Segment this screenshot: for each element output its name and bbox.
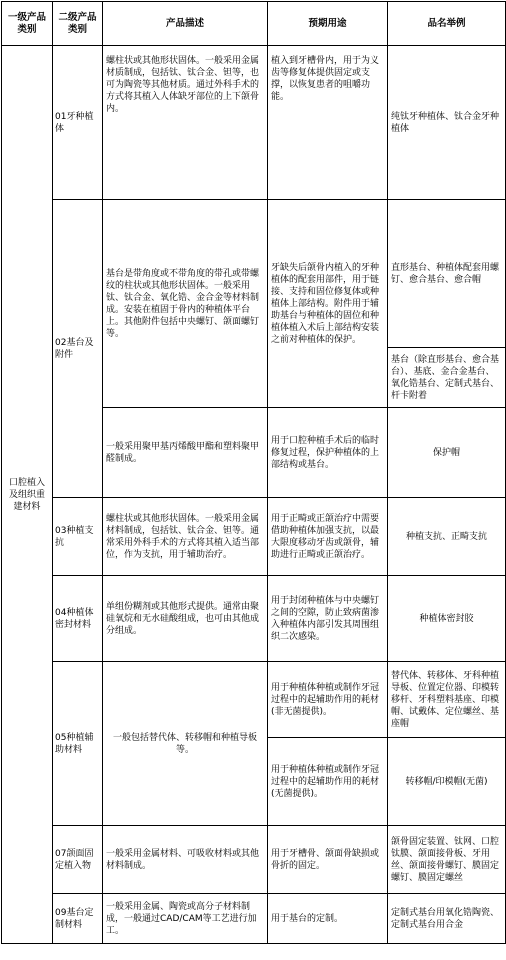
header-description: 产品描述: [103, 2, 268, 46]
table-row: [2, 200, 506, 348]
examples-cell: 种植支抗、正畸支抗: [388, 498, 506, 576]
description-cell: 螺柱状或其他形状固体。一般采用金属材质制成，包括钛、钛合金、钽等，也可为陶瓷等其他材质。通过外科手术的方式将其植入人体缺牙部位的上下颌骨内。: [103, 46, 268, 200]
examples-cell: 纯钛牙种植体、钛合金牙种植体: [388, 46, 506, 200]
level2-name: 07颌面固定植入物: [53, 826, 103, 894]
description-cell: 一般采用聚甲基丙烯酸甲酯和塑料聚甲醛制成。: [103, 408, 268, 498]
examples-cell: 直形基台、种植体配套用螺钉、愈合基台、愈合帽: [388, 200, 506, 348]
intended-use-cell: 植入到牙槽骨内，用于为义齿等修复体提供固定或支撑，以恢复患者的咀嚼功能。: [268, 46, 388, 200]
device-classification-table: [1, 1, 506, 944]
description-cell: 一般包括替代体、转移帽和种植导板等。: [103, 662, 268, 826]
header-intended-use: 预期用途: [268, 2, 388, 46]
table-row: [2, 662, 506, 738]
table-row: [2, 894, 506, 944]
description-cell: 一般采用金属、陶瓷或高分子材料制成，一般通过CAD/CAM等工艺进行加工。: [103, 894, 268, 944]
examples-cell: 保护帽: [388, 408, 506, 498]
intended-use-cell: 用于封闭种植体与中央螺钉之间的空隙，防止致病菌渗入种植体内部引发其周围组织二次感染。: [268, 576, 388, 662]
examples-cell: 定制式基台用氧化锆陶瓷、定制式基台用合金: [388, 894, 506, 944]
header-examples: 品名举例: [388, 2, 506, 46]
intended-use-cell: 用于种植体种植或制作牙冠过程中的起辅助作用的耗材(无菌提供)。: [268, 738, 388, 826]
intended-use-cell: 牙缺失后颌骨内植入的牙种植体的配套用部件，用于链接、支持和固位修复体或种植体上部结构。附件用于辅助基台与种植体的固位和种植体植入术后上部结构安装之前对种植体的保护。: [268, 200, 388, 408]
intended-use-cell: 用于牙槽骨、颌面骨缺损或骨折的固定。: [268, 826, 388, 894]
table-row: [2, 576, 506, 662]
intended-use-cell: 用于基台的定制。: [268, 894, 388, 944]
table-row: [2, 46, 506, 200]
intended-use-cell: 用于种植体种植或制作牙冠过程中的起辅助作用的耗材(非无菌提供)。: [268, 662, 388, 738]
examples-cell: 替代体、转移体、牙科种植导板、位置定位器、印模转移杆、牙科塑料基座、印模帽、试戴体、定位螺丝、基座帽: [388, 662, 506, 738]
header-level2: 二级产品类别: [53, 2, 103, 46]
description-cell: 基台是带角度或不带角度的带孔或带螺纹的柱状或其他形状固体。一般采用钛、钛合金、氧化锆、金合金等材料制成。安装在植固于骨内的种植体平台上。其他附件包括中央螺钉、颌面螺钉等。: [103, 200, 268, 408]
intended-use-cell: 用于正畸或正颌治疗中需要借助种植体加强支抗，以最大限度移动牙齿或颌骨，辅助进行正畸或正颌治疗。: [268, 498, 388, 576]
level2-name: 04种植体密封材料: [53, 576, 103, 662]
description-cell: 螺柱状或其他形状固体。一般采用金属材料制成，包括钛、钛合金、钽等。通常采用外科手术的方式将其植入适当部位，作为支抗，用于辅助治疗。: [103, 498, 268, 576]
examples-cell: 基台（除直形基台、愈合基台）、基底、金合金基台、氧化锆基台、定制式基台、杆卡附着: [388, 348, 506, 408]
intended-use-cell: 用于口腔种植手术后的临时修复过程，保护种植体的上部结构或基台。: [268, 408, 388, 498]
level2-name: 01牙种植体: [53, 46, 103, 200]
level2-name: 02基台及附件: [53, 200, 103, 498]
table-row: [2, 498, 506, 576]
header-row: [2, 2, 506, 46]
description-cell: 一般采用金属材料、可吸收材料或其他材料制成。: [103, 826, 268, 894]
level2-name: 05种植辅助材料: [53, 662, 103, 826]
table-row: [2, 826, 506, 894]
level2-name: 09基台定制材料: [53, 894, 103, 944]
examples-cell: 转移帽/印模帽(无菌): [388, 738, 506, 826]
description-cell: 单组份糊剂或其他形式提供。通常由聚硅氧烷和无水硅酸组成，也可由其他成分组成。: [103, 576, 268, 662]
examples-cell: 种植体密封胶: [388, 576, 506, 662]
examples-cell: 颌骨固定装置、钛网、口腔钛膜、颌面接骨板、牙用丝、颌面接骨螺钉、膜固定螺钉、膜固定螺丝: [388, 826, 506, 894]
level1-category-cell: 口腔植入及组织重建材料: [2, 46, 53, 944]
header-level1: 一级产品类别: [2, 2, 53, 46]
level2-name: 03种植支抗: [53, 498, 103, 576]
